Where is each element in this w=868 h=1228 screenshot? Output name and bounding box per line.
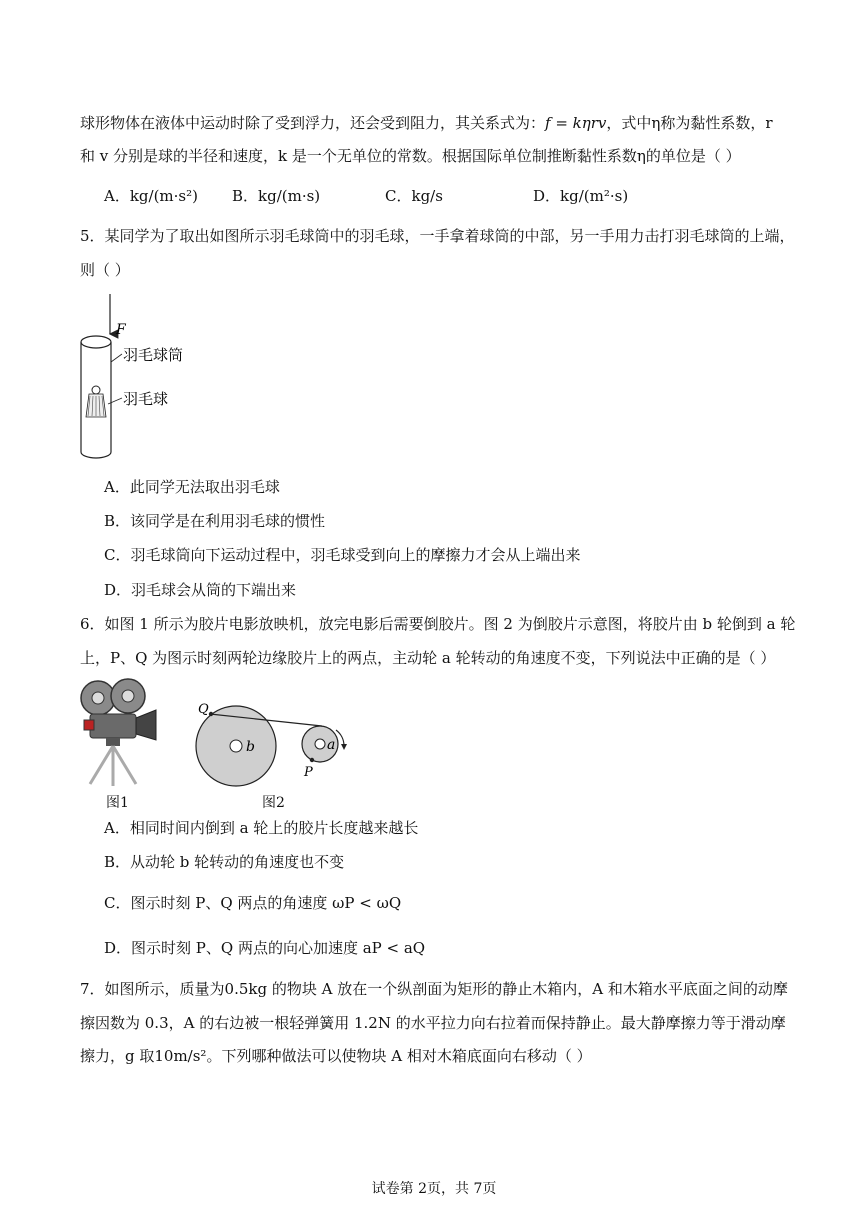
fig2-caption: 图2 xyxy=(262,795,285,811)
q4-text-1: 球形物体在液体中运动时除了受到浮力，还会受到阻力，其关系式为： xyxy=(80,114,546,132)
q5-option-c: C．羽毛球筒向下运动过程中，羽毛球受到向上的摩擦力才会从上端出来 xyxy=(104,546,581,564)
q4-option-d: D．kg/(m²·s) xyxy=(533,187,629,205)
q4-line-2: 和 v 分别是球的半径和速度，k 是一个无单位的常数。根据国际单位制推断黏性系数η的单位是（ ） xyxy=(80,147,741,165)
shuttlecock-tube-figure xyxy=(70,290,230,470)
label-p: P xyxy=(304,765,313,780)
q4-formula: f = kηrv xyxy=(545,114,607,132)
q5-option-a: A．此同学无法取出羽毛球 xyxy=(104,478,280,496)
rotation-arrowhead xyxy=(341,744,347,750)
label-q: Q xyxy=(198,702,209,717)
q7-line-1: 7．如图所示，质量为0.5kg 的物块 A 放在一个纵剖面为矩形的静止木箱内，A 和木箱水平底面之间的动摩 xyxy=(80,980,788,998)
film-rewind-diagram xyxy=(190,700,360,790)
point-q xyxy=(209,712,213,716)
q4-line-1 xyxy=(80,113,773,133)
q6-line-1: 6．如图 1 所示为胶片电影放映机，放完电影后需要倒胶片。图 2 为倒胶片示意图，将胶片由 b 轮倒到 a 轮 xyxy=(80,615,796,633)
q4-option-b: B．kg/(m·s) xyxy=(232,187,321,205)
shuttlecock-icon xyxy=(86,386,106,417)
q7-line-3: 擦力，g 取10m/s²。下列哪种做法可以使物块 A 相对木箱底面向右移动（ ） xyxy=(80,1047,592,1065)
tube-top xyxy=(81,336,111,348)
q5-line-1: 5．某同学为了取出如图所示羽毛球筒中的羽毛球，一手拿着球筒的中部，另一手用力击打羽毛球筒的上端， xyxy=(80,227,795,245)
label-b: b xyxy=(246,739,255,755)
projector-icon xyxy=(81,679,156,786)
force-label: F xyxy=(116,322,126,338)
wheel-a-hub xyxy=(315,739,325,749)
q7-line-2: 擦因数为 0.3，A 的右边被一根轻弹簧用 1.2N 的水平拉力向右拉着而保持静止。最大静摩擦力等于滑动摩 xyxy=(80,1014,786,1032)
label-a: a xyxy=(327,737,336,753)
q5-line-2: 则（ ） xyxy=(80,261,130,279)
tube-bottom xyxy=(81,452,111,458)
wheel-b-hub xyxy=(230,740,242,752)
tube-label: 羽毛球筒 xyxy=(123,346,184,364)
tube-pointer-line xyxy=(111,354,122,362)
ball-label: 羽毛球 xyxy=(123,390,169,408)
fig1-caption: 图1 xyxy=(106,795,129,811)
q5-option-d: D．羽毛球会从筒的下端出来 xyxy=(104,581,297,599)
page-footer: 试卷第 2页，共 7页 xyxy=(371,1181,497,1197)
q4-option-c: C．kg/s xyxy=(385,187,443,205)
q6-line-2: 上，P、Q 为图示时刻两轮边缘胶片上的两点，主动轮 a 轮转动的角速度不变，下列说法中正确的是（ ） xyxy=(80,649,776,667)
q4-option-a: A．kg/(m·s²) xyxy=(104,187,198,205)
q6-option-a: A．相同时间内倒到 a 轮上的胶片长度越来越长 xyxy=(104,819,419,837)
q4-text-1b: ，式中η称为黏性系数，r xyxy=(606,114,773,132)
q6-option-d: D．图示时刻 P、Q 两点的向心加速度 aP < aQ xyxy=(104,939,426,957)
q6-option-b: B．从动轮 b 轮转动的角速度也不变 xyxy=(104,853,345,871)
q6-option-c: C．图示时刻 P、Q 两点的角速度 ωP < ωQ xyxy=(104,894,402,912)
point-p xyxy=(310,758,314,762)
q5-option-b: B．该同学是在利用羽毛球的惯性 xyxy=(104,512,326,530)
ball-pointer-line xyxy=(108,398,122,404)
film-projector-image xyxy=(76,678,176,788)
